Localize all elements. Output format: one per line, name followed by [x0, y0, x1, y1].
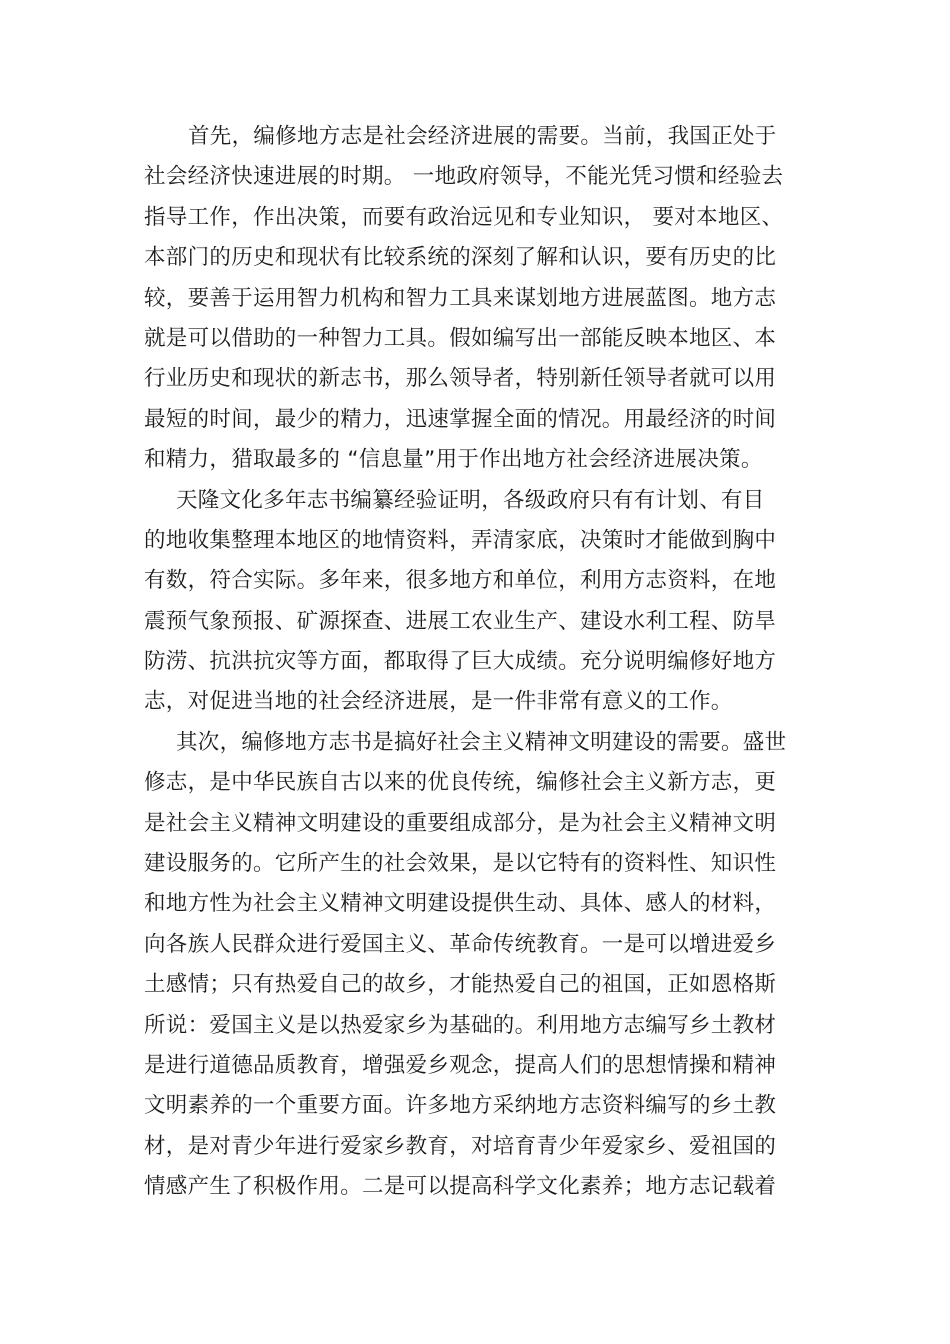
- text-line: 修志，是中华民族自古以来的优良传统，编修社会主义新方志，更: [144, 770, 777, 796]
- text-line: 防涝、抗洪抗灾等方面，都取得了巨大成绩。充分说明编修好地方: [144, 649, 777, 675]
- text-line: 指导工作，作出决策，而要有政治远见和专业知识， 要对本地区、: [144, 204, 784, 230]
- paragraph-2: [144, 481, 824, 723]
- text-line: 首先，编修地方志是社会经济进展的需要。当前，我国正处于: [188, 124, 777, 149]
- text-line: 社会经济快速进展的时期。 一地政府领导，不能光凭习惯和经验去: [144, 164, 784, 190]
- text-line: 和地方性为社会主义精神文明建设提供生动、具体、感人的材料，: [144, 891, 777, 917]
- body-text: [144, 117, 824, 1208]
- paragraph-3: [144, 723, 824, 1208]
- text-line: 本部门的历史和现状有比较系统的深刻了解和认识，要有历史的比: [144, 245, 777, 271]
- text-line: 和精力，猎取最多的 “信息量”用于作出地方社会经济进展决策。: [144, 447, 763, 473]
- text-line: 是社会主义精神文明建设的重要组成部分，是为社会主义精神文明: [144, 810, 777, 836]
- text-line: 天隆文化多年志书编纂经验证明，各级政府只有有计划、有目: [176, 487, 765, 513]
- text-line: 较，要善于运用智力机构和智力工具来谋划地方进展蓝图。地方志: [144, 285, 777, 311]
- text-line: 所说：爱国主义是以热爱家乡为基础的。利用地方志编写乡土教材: [144, 1012, 777, 1038]
- text-line: 震预气象预报、矿源探查、进展工农业生产、建设水利工程、防旱: [144, 608, 777, 634]
- text-line: 有数，符合实际。多年来，很多地方和单位，利用方志资料，在地: [144, 568, 777, 594]
- text-line: 情感产生了积极作用。二是可以提高科学文化素养；地方志记载着: [144, 1174, 777, 1200]
- text-line: 材，是对青少年进行爱家乡教育，对培育青少年爱家乡、爱祖国的: [144, 1133, 777, 1159]
- text-line: 行业历史和现状的新志书，那么领导者，特别新任领导者就可以用: [144, 366, 777, 392]
- text-line: 就是可以借助的一种智力工具。假如编写出一部能反映本地区、本: [144, 325, 777, 351]
- text-line: 建设服务的。它所产生的社会效果，是以它特有的资料性、知识性: [144, 851, 777, 877]
- text-line: 是进行道德品质教育，增强爱乡观念，提高人们的思想情操和精神: [144, 1052, 777, 1078]
- text-line: 其次，编修地方志书是搞好社会主义精神文明建设的需要。盛世: [176, 729, 787, 755]
- paragraph-1: [144, 117, 824, 481]
- text-line: 向各族人民群众进行爱国主义、革命传统教育。一是可以增进爱乡: [144, 931, 777, 957]
- text-line: 的地收集整理本地区的地情资料，弄清家底，决策时才能做到胸中: [144, 527, 777, 553]
- text-line: 志，对促进当地的社会经济进展，是一件非常有意义的工作。: [144, 689, 733, 715]
- text-line: 土感情；只有热爱自己的故乡，才能热爱自己的祖国，正如恩格斯: [144, 972, 777, 998]
- text-line: 文明素养的一个重要方面。许多地方采纳地方志资料编写的乡土教: [144, 1093, 777, 1119]
- text-line: 最短的时间，最少的精力，迅速掌握全面的情况。用最经济的时间: [144, 406, 777, 432]
